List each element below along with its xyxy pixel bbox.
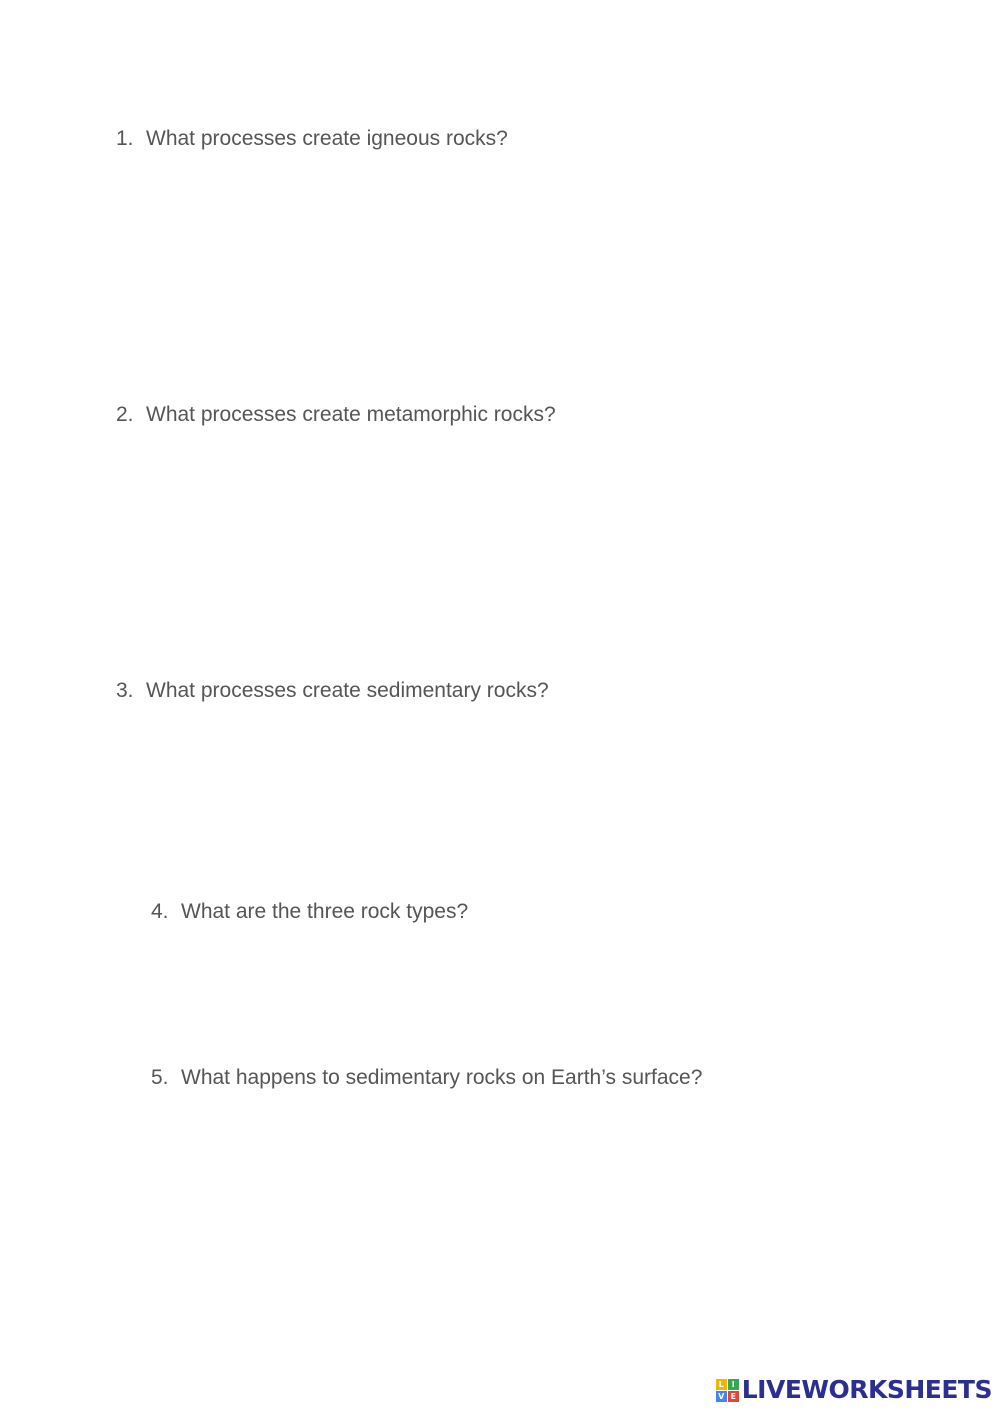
logo-cell: L bbox=[716, 1379, 727, 1390]
question-2 bbox=[116, 403, 556, 427]
question-text: What processes create metamorphic rocks? bbox=[146, 403, 556, 426]
question-number: 3. bbox=[116, 679, 134, 702]
logo-cell: E bbox=[728, 1391, 739, 1402]
logo-cell: I bbox=[728, 1379, 739, 1390]
liveworksheets-logo-icon bbox=[716, 1379, 739, 1402]
question-number: 4. bbox=[151, 900, 169, 923]
logo-cell: V bbox=[716, 1391, 727, 1402]
question-text: What processes create igneous rocks? bbox=[146, 127, 508, 150]
question-1 bbox=[116, 127, 508, 151]
liveworksheets-watermark bbox=[716, 1375, 992, 1405]
question-3 bbox=[116, 679, 549, 703]
question-5 bbox=[151, 1066, 702, 1090]
question-number: 5. bbox=[151, 1066, 169, 1089]
question-text: What happens to sedimentary rocks on Earth’s surface? bbox=[181, 1066, 703, 1089]
question-number: 2. bbox=[116, 403, 134, 426]
question-number: 1. bbox=[116, 127, 134, 150]
question-4 bbox=[151, 900, 468, 924]
brand-name: LIVEWORKSHEETS bbox=[741, 1375, 992, 1404]
question-text: What processes create sedimentary rocks? bbox=[146, 679, 549, 702]
question-text: What are the three rock types? bbox=[181, 900, 469, 923]
